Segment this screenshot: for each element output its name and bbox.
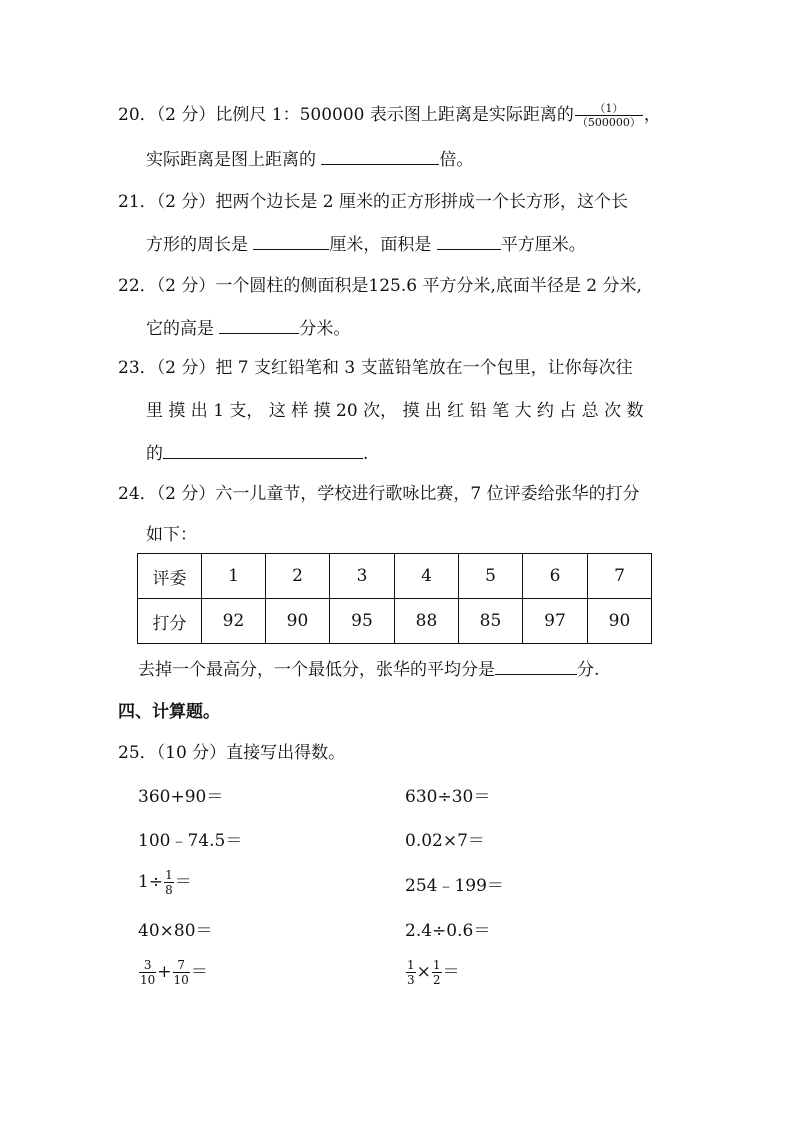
question-score: （2 分） — [156, 105, 216, 125]
question-score: （2 分） — [156, 192, 216, 212]
question-number: 22． — [118, 276, 157, 296]
question-22-line-1 — [118, 274, 642, 298]
question-number: 23． — [118, 358, 157, 378]
table-row-judges — [138, 554, 652, 599]
table-cell: 7 — [588, 554, 652, 599]
table-cell: 88 — [395, 599, 459, 644]
calc-item-a: 360+90＝ — [138, 787, 224, 807]
question-text: 实际距离是图上距离的 — [146, 150, 316, 170]
table-cell: 4 — [395, 554, 459, 599]
question-text: 直接写出得数。 — [226, 743, 346, 763]
table-cell: 3 — [330, 554, 395, 599]
equals-sign: ＝ — [190, 962, 208, 982]
question-text: 里 摸 出 1 支， 这 样 摸 20 次， 摸 出 红 铅 笔 大 约 占 总 次 数 — [146, 401, 644, 421]
operator: × — [416, 962, 431, 982]
table-cell: 1 — [202, 554, 266, 599]
question-23-line-3 — [146, 440, 368, 466]
question-score: （2 分） — [156, 276, 216, 296]
question-number: 25． — [118, 743, 157, 763]
row-header: 打分 — [138, 599, 202, 644]
question-text: 的 — [146, 444, 163, 464]
fraction — [164, 868, 174, 897]
question-25-line-1 — [118, 741, 345, 765]
answer-blank[interactable] — [437, 231, 501, 250]
fraction-denominator: 2 — [432, 973, 441, 987]
section-title: 四、计算题。 — [118, 702, 220, 722]
question-text: 它的高是 — [146, 319, 214, 339]
table-cell: 5 — [459, 554, 523, 599]
question-24-line-2 — [146, 523, 197, 547]
question-24-line-1 — [118, 482, 640, 506]
score-table — [137, 553, 652, 644]
fraction-numerator: 1 — [407, 958, 415, 972]
question-number: 20． — [118, 105, 157, 125]
question-text: 把两个边长是 2 厘米的正方形拼成一个长方形，这个长 — [215, 192, 628, 212]
question-20-line-1 — [118, 102, 661, 129]
question-23-line-2 — [146, 399, 644, 423]
equals-sign: ＝ — [174, 872, 192, 892]
question-number: 24． — [118, 484, 157, 504]
calc-item-g: 40×80＝ — [138, 921, 213, 941]
table-cell: 97 — [523, 599, 588, 644]
question-score: （2 分） — [156, 484, 216, 504]
question-text: 平方厘米。 — [500, 235, 586, 255]
question-text: 一个圆柱的侧面积是125.6 平方分米,底面半径是 2 分米, — [215, 276, 642, 296]
question-score: （2 分） — [156, 358, 216, 378]
fraction — [406, 958, 416, 987]
table-cell: 6 — [523, 554, 588, 599]
fraction-denominator: 10 — [173, 973, 189, 987]
question-score: （10 分） — [156, 743, 227, 763]
question-text: 倍。 — [439, 150, 474, 170]
comma: ， — [643, 105, 661, 125]
table-cell: 90 — [588, 599, 652, 644]
answer-fraction — [575, 102, 643, 129]
operator: + — [157, 962, 172, 982]
question-21-line-1 — [118, 190, 628, 214]
fraction — [432, 958, 442, 987]
calc-item-h: 2.4÷0.6＝ — [405, 921, 491, 941]
answer-blank[interactable] — [253, 231, 329, 250]
fraction — [139, 958, 156, 987]
question-text: 方形的周长是 — [146, 235, 248, 255]
fraction-numerator: 1 — [432, 958, 441, 972]
answer-blank[interactable] — [219, 315, 299, 334]
fraction-denominator: 8 — [165, 883, 173, 897]
fraction — [173, 958, 190, 987]
fraction-denominator: 10 — [140, 973, 156, 987]
fraction-numerator: 7 — [173, 958, 190, 973]
question-text: . — [363, 444, 369, 464]
calc-item-d: 0.02×7＝ — [405, 831, 485, 851]
fraction-denominator: 3 — [407, 973, 415, 987]
calc-item-b: 630÷30＝ — [405, 787, 491, 807]
calc-item-c: 100﹣74.5＝ — [138, 831, 243, 851]
equals-sign: ＝ — [442, 962, 460, 982]
fraction-denominator: （500000） — [576, 116, 641, 129]
question-23-line-1 — [118, 356, 633, 380]
calc-item-j — [405, 958, 460, 987]
question-text: 厘米，面积是 — [329, 235, 432, 255]
answer-blank[interactable] — [163, 440, 363, 459]
table-cell: 92 — [202, 599, 266, 644]
answer-blank[interactable] — [495, 656, 577, 675]
fraction-numerator: （1） — [575, 102, 643, 116]
table-row-scores — [138, 599, 652, 644]
question-text: 把 7 支红铅笔和 3 支蓝铅笔放在一个包里，让你每次往 — [215, 358, 633, 378]
fraction-numerator: 3 — [139, 958, 156, 973]
question-text: 六一儿童节，学校进行歌咏比赛，7 位评委给张华的打分 — [215, 484, 640, 504]
calc-item-e — [138, 868, 192, 897]
table-cell: 90 — [266, 599, 330, 644]
question-24-line-3 — [138, 656, 599, 682]
expression-text: 1÷ — [138, 872, 164, 892]
question-number: 21． — [118, 192, 157, 212]
calc-item-f: 254﹣199＝ — [405, 876, 504, 896]
table-cell: 2 — [266, 554, 330, 599]
table-cell: 95 — [330, 599, 395, 644]
question-text: 比例尺 1：500000 表示图上距离是实际距离的 — [215, 105, 574, 125]
question-text: 分米。 — [299, 319, 351, 339]
table-cell: 85 — [459, 599, 523, 644]
question-21-line-2 — [146, 231, 586, 257]
calc-item-i — [138, 958, 208, 987]
question-22-line-2 — [146, 315, 350, 341]
answer-blank[interactable] — [321, 146, 439, 165]
question-text: 去掉一个最高分，一个最低分，张华的平均分是 — [138, 660, 495, 680]
question-20-line-2 — [146, 146, 473, 172]
question-text: 分. — [577, 660, 600, 680]
row-header: 评委 — [138, 554, 202, 599]
fraction-numerator: 1 — [165, 868, 173, 882]
question-text: 如下： — [146, 525, 197, 545]
